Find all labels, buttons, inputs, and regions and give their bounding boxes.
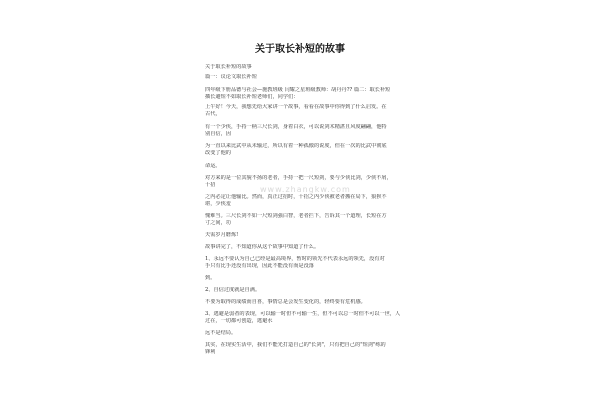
text-line: 有一个少侠，手持一柄三尺长剑，身着白衣，可以说剑术精湛且风度翩翩，他特 (205, 124, 387, 130)
text-line: 3、逃避是弱者的表现，可以输一时但不可输一生，但不可以总一时但不可以一世，人 (205, 311, 401, 317)
text-line: 对方来的是一位其貌不扬的老者，手持一把一尺短剑，要与少侠比剑，少侠不屑， (205, 175, 392, 181)
text-line: 堪，少侠羞 (205, 201, 231, 207)
text-line: 古代， (205, 111, 221, 117)
text-line: 夫需岁月磨炼! (205, 232, 239, 238)
text-line: 过在，一切都可创造，逃避水 (205, 318, 273, 324)
text-line: 锋利 (205, 349, 216, 355)
text-line: 1、永远不要认为自己已经是最高境界，暂时的领先不代表永远的领先，没有对 (205, 256, 385, 262)
text-line: 别自信，因 (205, 131, 231, 137)
text-line: 十招 (205, 182, 216, 188)
text-line: 到。 (205, 275, 216, 281)
text-line: 故事讲完了，不知道你从这个故事中知道了什么。 (205, 244, 320, 250)
text-line: 关于取长补短的故事 (205, 64, 252, 70)
text-line: 上午好！今天，我想先给大家讲一个故事，看看在故事中你得到了什么启发。在 (205, 104, 387, 110)
text-line: 改变了他的 (205, 150, 231, 156)
text-line: 愧难当。三尺长剑不如一尺短剑强白智，老者拦下，告诉其一个道理，长短在方 (205, 213, 387, 219)
text-line: 寸之间，功 (205, 220, 231, 226)
text-line: 手只有比手还没有出现，因此不能没有而是没落 (205, 263, 314, 269)
text-line: 四年级下册品德与社会—施教班级 闫耀之星班级教师：胡丹丹?? 篇二：取长补短 (205, 87, 391, 93)
text-line: 其实，在现实生活中，我们不能光打造自己的"长剑"，只有把自己的"短剑"练的 (205, 342, 386, 348)
text-line: 远不是结局。 (205, 330, 237, 336)
text-line: 为一直以来比武中从未输过，所以有着一种孤傲的说度，但在一次的比武中彻底 (205, 143, 387, 149)
text-line: 不要为取得的成绩而自喜，事情总是会发生变化的，轻终要有危机感。 (205, 299, 366, 305)
watermark: www.zhangkw.com (260, 185, 351, 194)
document-title: 关于取长补短的故事 (255, 44, 345, 55)
text-line: 2、自信过度就是自满。 (205, 287, 261, 293)
text-line: 命运。 (205, 163, 221, 169)
text-line: 插长避短不如取长补短老师们，同学们： (205, 94, 299, 100)
text-line: 之内必定让他输比。然而，真正过招时，十招之内少侠被老者搬在局下，狼狈不 (205, 194, 387, 200)
text-line: 篇一：议论文取长补短 (205, 74, 257, 80)
